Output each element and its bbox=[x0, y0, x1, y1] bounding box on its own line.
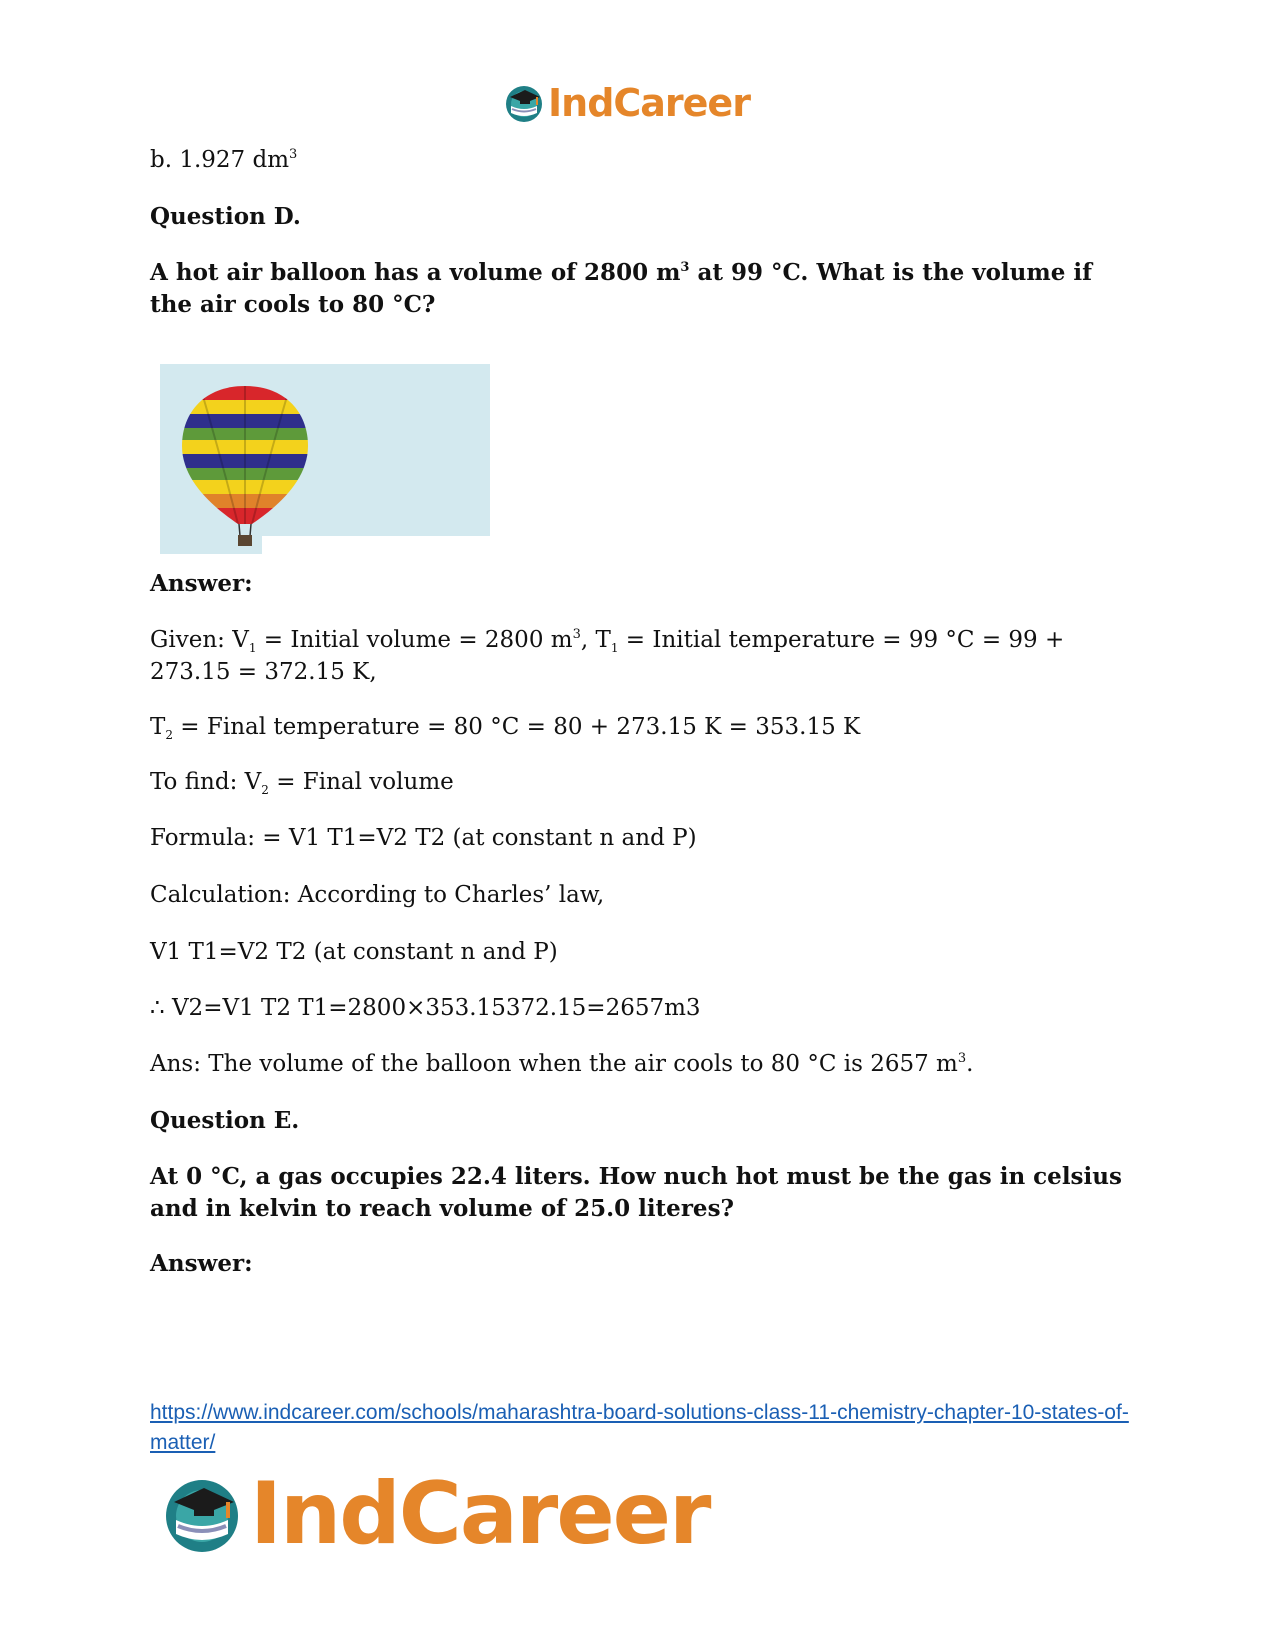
graduation-globe-icon bbox=[503, 82, 545, 124]
charles-law-relation: V1 T1=V2 T2 (at constant n and P) bbox=[150, 939, 558, 965]
final-temperature-line: $T_2$ = Final temperature = 80 °C = 80 + 273.15 K = 353.15 K bbox=[150, 714, 861, 742]
footer-logo bbox=[160, 1464, 710, 1564]
question-d-text: A hot air balloon has a volume of 2800 $m^3$ at 99 °C. What is the volume if the air cools to 80 °C? bbox=[150, 259, 1092, 318]
question-e-heading: Question E. bbox=[150, 1107, 300, 1134]
final-answer-line: Ans: The volume of the balloon when the air cools to 80 °C is 2657 $m^3$. bbox=[150, 1051, 974, 1077]
hot-air-balloon-image bbox=[160, 364, 490, 554]
header-logo bbox=[503, 80, 750, 126]
previous-answer-line: b. 1.927 $dm^3$ bbox=[150, 147, 298, 173]
answer-e-heading: Answer: bbox=[150, 1250, 253, 1277]
graduation-globe-icon bbox=[160, 1472, 244, 1556]
answer-d-heading: Answer: bbox=[150, 570, 253, 597]
source-link[interactable]: https://www.indcareer.com/schools/maharashtra-board-solutions-class-11-chemistry-chapter-10-states-of-matter/ bbox=[150, 1401, 1129, 1454]
question-e-text: At 0 °C, a gas occupies 22.4 liters. How nuch hot must be the gas in celsius and in kelvin to reach volume of 25.0 literes? bbox=[150, 1163, 1122, 1222]
given-line: Given: $V_1$ = Initial volume = 2800 $m^3$, $T_1$ = Initial temperature = 99 °C = 99 + 273.15 = 372.15 K, bbox=[150, 627, 1065, 685]
to-find-line: To find: $V_2$ = Final volume bbox=[150, 769, 454, 797]
calculation-line: Calculation: According to Charles’ law, bbox=[150, 882, 605, 908]
formula-line: Formula: = V1 T1=V2 T2 (at constant n and P) bbox=[150, 825, 697, 851]
question-d-heading: Question D. bbox=[150, 203, 301, 230]
logo-wordmark: IndCareer bbox=[250, 1464, 710, 1564]
volume-result-line: ∴ V2=V1 T2 T1=2800×353.15372.15=2657m3 bbox=[150, 995, 701, 1021]
logo-wordmark: IndCareer bbox=[548, 81, 750, 125]
